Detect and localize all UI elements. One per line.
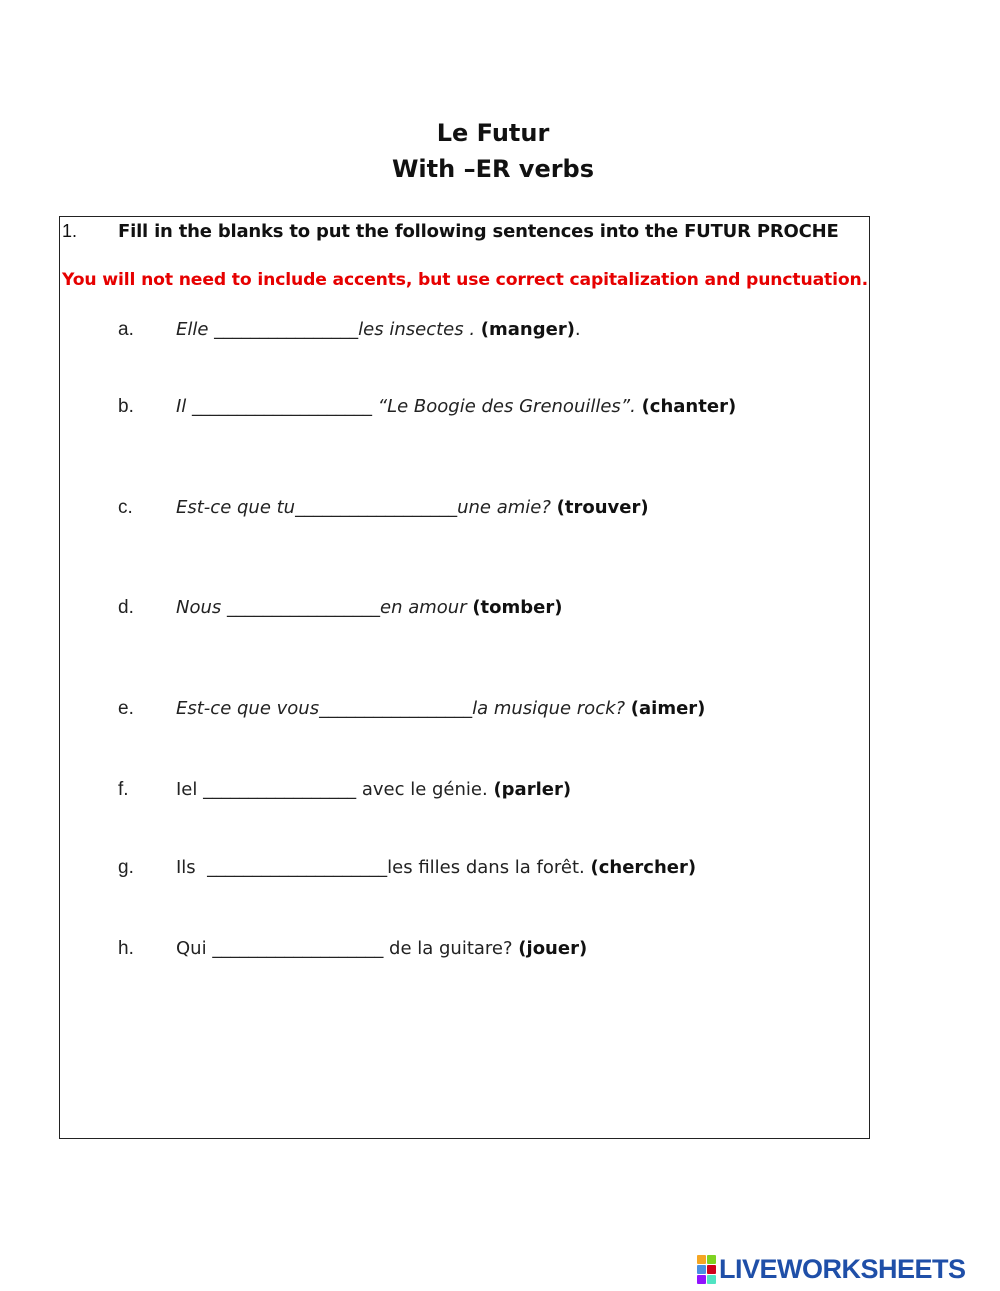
exercise-item-g [0,857,1000,885]
sentence-start: Qui [176,938,213,959]
sentence-end: de la guitare? [383,938,519,959]
verb-hint: (manger) [480,319,575,340]
item-letter: h. [118,938,134,959]
item-letter: a. [118,319,134,340]
sentence-punctuation: . [574,319,581,340]
logo-square [697,1265,706,1274]
item-letter: b. [118,396,134,417]
sentence-start: Elle [176,319,215,340]
exercise-item-d [0,597,1000,625]
verb-hint: (aimer) [630,698,706,719]
answer-blank[interactable]: _________________ [319,698,473,719]
logo-square [707,1275,716,1284]
item-sentence [176,497,649,518]
sentence-start: Il [176,396,193,417]
sentence-start: Iel [176,779,204,800]
verb-hint: (chanter) [641,396,737,417]
item-sentence [176,857,696,878]
item-sentence [176,698,705,719]
exercise-item-e [0,698,1000,726]
sentence-end: en amour [380,597,473,618]
item-sentence [176,319,581,340]
sentence-end: avec le génie. [356,779,494,800]
liveworksheets-logo [697,1254,966,1284]
question-instruction: Fill in the blanks to put the following sentences into the FUTUR PROCHE [118,221,839,242]
sentence-start: Est-ce que vous [176,698,320,719]
verb-hint: (jouer) [518,938,588,959]
answer-blank[interactable]: ________________ [214,319,359,340]
exercise-item-h [0,938,1000,966]
answer-blank[interactable]: _________________ [203,779,357,800]
sentence-end: les insectes . [358,319,481,340]
exercise-item-c [0,497,1000,525]
sentence-start: Nous [176,597,227,618]
sentence-start: Ils [176,857,208,878]
verb-hint: (trouver) [556,497,649,518]
exercise-box [59,216,870,1139]
logo-square [697,1255,706,1264]
verb-hint: (tomber) [472,597,563,618]
sentence-end: les filles dans la forêt. [387,857,591,878]
logo-square [707,1255,716,1264]
logo-square [697,1275,706,1284]
question-number: 1. [62,221,78,241]
item-letter: c. [118,497,133,518]
exercise-item-a [0,319,1000,347]
instruction-note: You will not need to include accents, but use correct capitalization and punctuation. [62,270,868,290]
item-sentence [176,597,562,618]
exercise-item-f [0,779,1000,807]
logo-icon [697,1255,716,1284]
item-sentence [176,938,587,959]
item-sentence [176,779,571,800]
answer-blank[interactable]: __________________ [295,497,458,518]
page-title: Le Futur [436,119,550,147]
verb-hint: (parler) [493,779,572,800]
sentence-end: une amie? [457,497,557,518]
item-letter: e. [118,698,134,719]
item-letter: f. [118,779,129,800]
logo-text: LIVEWORKSHEETS [719,1253,966,1284]
answer-blank[interactable]: ___________________ [212,938,384,959]
item-sentence [176,396,736,417]
verb-hint: (chercher) [590,857,697,878]
sentence-start: Est-ce que tu [176,497,296,518]
exercise-item-b [0,396,1000,424]
item-letter: d. [118,597,134,618]
answer-blank[interactable]: ____________________ [207,857,388,878]
answer-blank[interactable]: ____________________ [192,396,373,417]
page-subtitle: With –ER verbs [391,155,595,183]
logo-square [707,1265,716,1274]
sentence-end: la musique rock? [472,698,631,719]
sentence-end: “Le Boogie des Grenouilles”. [372,396,642,417]
answer-blank[interactable]: _________________ [227,597,380,618]
item-letter: g. [118,857,134,878]
